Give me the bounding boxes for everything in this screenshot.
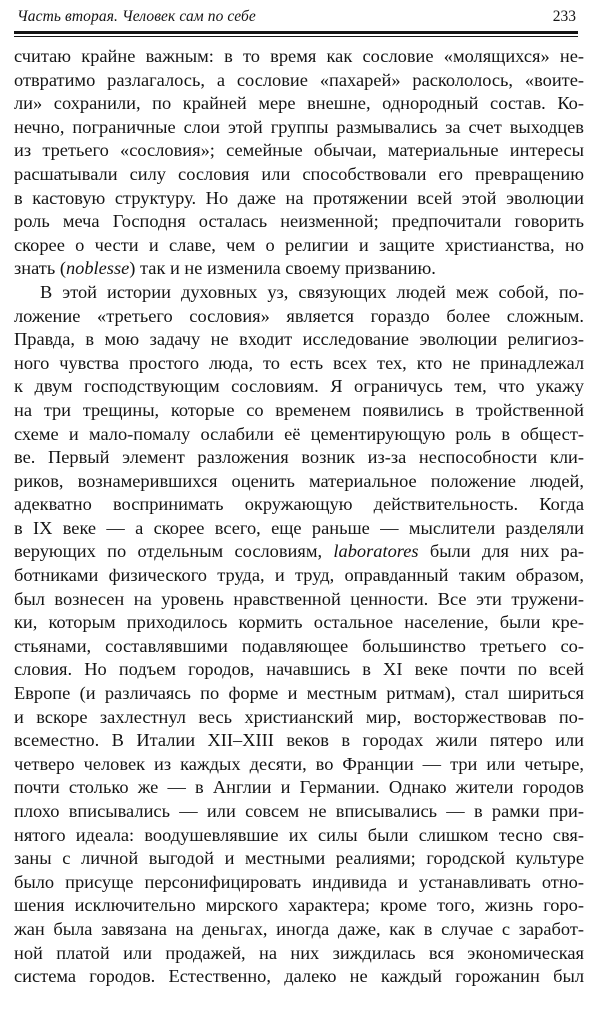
text-line — [14, 729, 584, 753]
text-segment: на три трещины, которые со временем появились в тройственной — [14, 399, 584, 420]
text-segment: схеме и мало-помалу ослабили её цементирующую роль в общест- — [14, 423, 584, 444]
text-segment: из третьего «сословия»; семейные обычаи, материальные интересы — [14, 140, 584, 161]
text-line — [14, 611, 584, 635]
text-line — [14, 682, 584, 706]
text-segment: считаю крайне важным: в то время как сословие «молящихся» не- — [14, 46, 584, 66]
text-line — [14, 753, 584, 777]
text-line — [14, 635, 584, 659]
text-segment: шения исключительно мирского характера; кроме того, жизнь горо- — [14, 895, 584, 916]
text-segment: нечно, пограничные слои этой группы размывались за счет выходцев — [14, 116, 584, 137]
text-segment: заны с личной выгодой и местными реалиями; городской культуре — [14, 848, 584, 869]
text-line — [14, 375, 584, 399]
text-line — [14, 281, 584, 305]
text-line — [14, 588, 584, 612]
text-line — [14, 305, 584, 329]
text-line — [14, 257, 584, 281]
text-segment: расшатывали силу сословия или способствовали его превращению — [14, 163, 584, 184]
text-segment: ного чувства простого люда, то есть всех тех, кто не принадлежал — [14, 352, 584, 373]
text-line — [14, 423, 584, 447]
text-segment: жан была завязана на деньгах, иногда даже, как в случае с заработ- — [14, 918, 584, 939]
text-segment: всеместно. В Италии XII–XIII веков в городах жили пятеро или — [14, 730, 584, 751]
text-line — [14, 493, 584, 517]
text-line — [14, 871, 584, 895]
text-segment: роль меча Господня осталась неизменной; предпочитали говорить — [14, 211, 584, 232]
text-line — [14, 446, 584, 470]
text-segment: и вскоре захлестнул весь христианский мир, восторжествовав по- — [14, 706, 584, 727]
text-line — [14, 92, 584, 116]
text-line — [14, 800, 584, 824]
text-line — [14, 234, 584, 258]
text-segment: отвратимо разлагалось, а сословие «пахарей» раскололось, «воите- — [14, 69, 584, 90]
body-text — [14, 45, 584, 989]
text-segment: ной платой или продажей, на них зиждилась вся экономическая — [14, 942, 584, 963]
text-segment: Правда, в мою задачу не входит исследование эволюции религиоз- — [14, 329, 584, 350]
text-segment: скорее о чести и славе, чем о религии и защите христианства, но — [14, 234, 584, 255]
text-segment: было присуще персонифицировать индивида и устанавливать отно- — [14, 871, 584, 892]
running-title: Часть вторая. Человек сам по себе — [17, 8, 256, 25]
text-line — [14, 540, 584, 564]
header-rule-thin — [14, 36, 578, 37]
text-line — [14, 210, 584, 234]
page-number: 233 — [552, 8, 576, 25]
text-line — [14, 517, 584, 541]
text-line — [14, 658, 584, 682]
text-line — [14, 564, 584, 588]
text-line — [14, 942, 584, 966]
text-line — [14, 824, 584, 848]
text-line — [14, 847, 584, 871]
text-segment: стьянами, составлявшими подавляющее большинство третьего со- — [14, 635, 584, 656]
text-segment: ли» сохранили, по крайней мере внешне, однородный состав. Ко- — [14, 93, 584, 114]
text-line — [14, 965, 584, 989]
header-rule-thick — [14, 31, 578, 34]
text-segment: ) так и не изменила своему призванию. — [129, 258, 436, 279]
text-segment: знать ( — [14, 258, 66, 279]
text-segment: ботниками физического труда, и труд, оправданный таким образом, — [14, 565, 584, 586]
text-segment: словия. Но подъем городов, начавшись в XI веке почти по всей — [14, 659, 584, 680]
text-segment: почти столько же — в Англии и Германии. Однако жители городов — [14, 777, 584, 798]
text-segment: риков, вознамерившихся оценить материальное положение людей, — [14, 470, 584, 491]
text-segment: адекватно воспринимать окружающую действительность. Когда — [14, 494, 584, 515]
text-segment: в кастовую структуру. Но даже на протяжении всей этой эволюции — [14, 187, 584, 208]
text-segment: нятого идеала: воодушевлявшие их силы были слишком тесно свя- — [14, 824, 584, 845]
text-segment: к двум господствующим сословиям. Я ограничусь тем, что укажу — [14, 376, 584, 397]
text-segment: верующих по отдельным сословиям, — [14, 541, 334, 562]
text-segment: плохо вписывались — или совсем не вписывались — в рамки при- — [14, 801, 584, 821]
text-line — [14, 399, 584, 423]
text-segment: был вознесен на уровень нравственной ценности. Все эти тружени- — [14, 588, 584, 609]
text-line — [14, 139, 584, 163]
text-line — [14, 116, 584, 140]
text-segment: В этой истории духовных уз, связующих людей меж собой, по- — [40, 281, 584, 302]
text-segment: четверо человек из каждых десяти, во Франции — три или четыре, — [14, 753, 584, 774]
text-line — [14, 328, 584, 352]
italic-term: noblesse — [65, 258, 130, 279]
italic-term: laboratores — [333, 541, 419, 562]
text-segment: ве. Первый элемент разложения возник из-за неспособности кли- — [14, 447, 584, 468]
text-segment: ки, которым приходилось кормить остальное население, были кре- — [14, 612, 584, 633]
text-line — [14, 776, 584, 800]
text-segment: были для них ра- — [418, 541, 584, 562]
text-segment: ложение «третьего сословия» является гораздо более сложным. — [14, 305, 584, 326]
text-line — [14, 352, 584, 376]
text-segment: система городов. Естественно, далеко не каждый горожанин был — [14, 966, 584, 987]
running-header — [17, 6, 576, 28]
text-line — [14, 187, 584, 211]
text-line — [14, 470, 584, 494]
text-line — [14, 894, 584, 918]
text-segment: в IX веке — а скорее всего, еще раньше — мыслители разделяли — [14, 517, 584, 538]
text-line — [14, 163, 584, 187]
text-line — [14, 45, 584, 69]
text-line — [14, 706, 584, 730]
text-segment: Европе (и различаясь по форме и местным ритмам), стал шириться — [14, 683, 584, 704]
text-line — [14, 69, 584, 93]
text-line — [14, 918, 584, 942]
